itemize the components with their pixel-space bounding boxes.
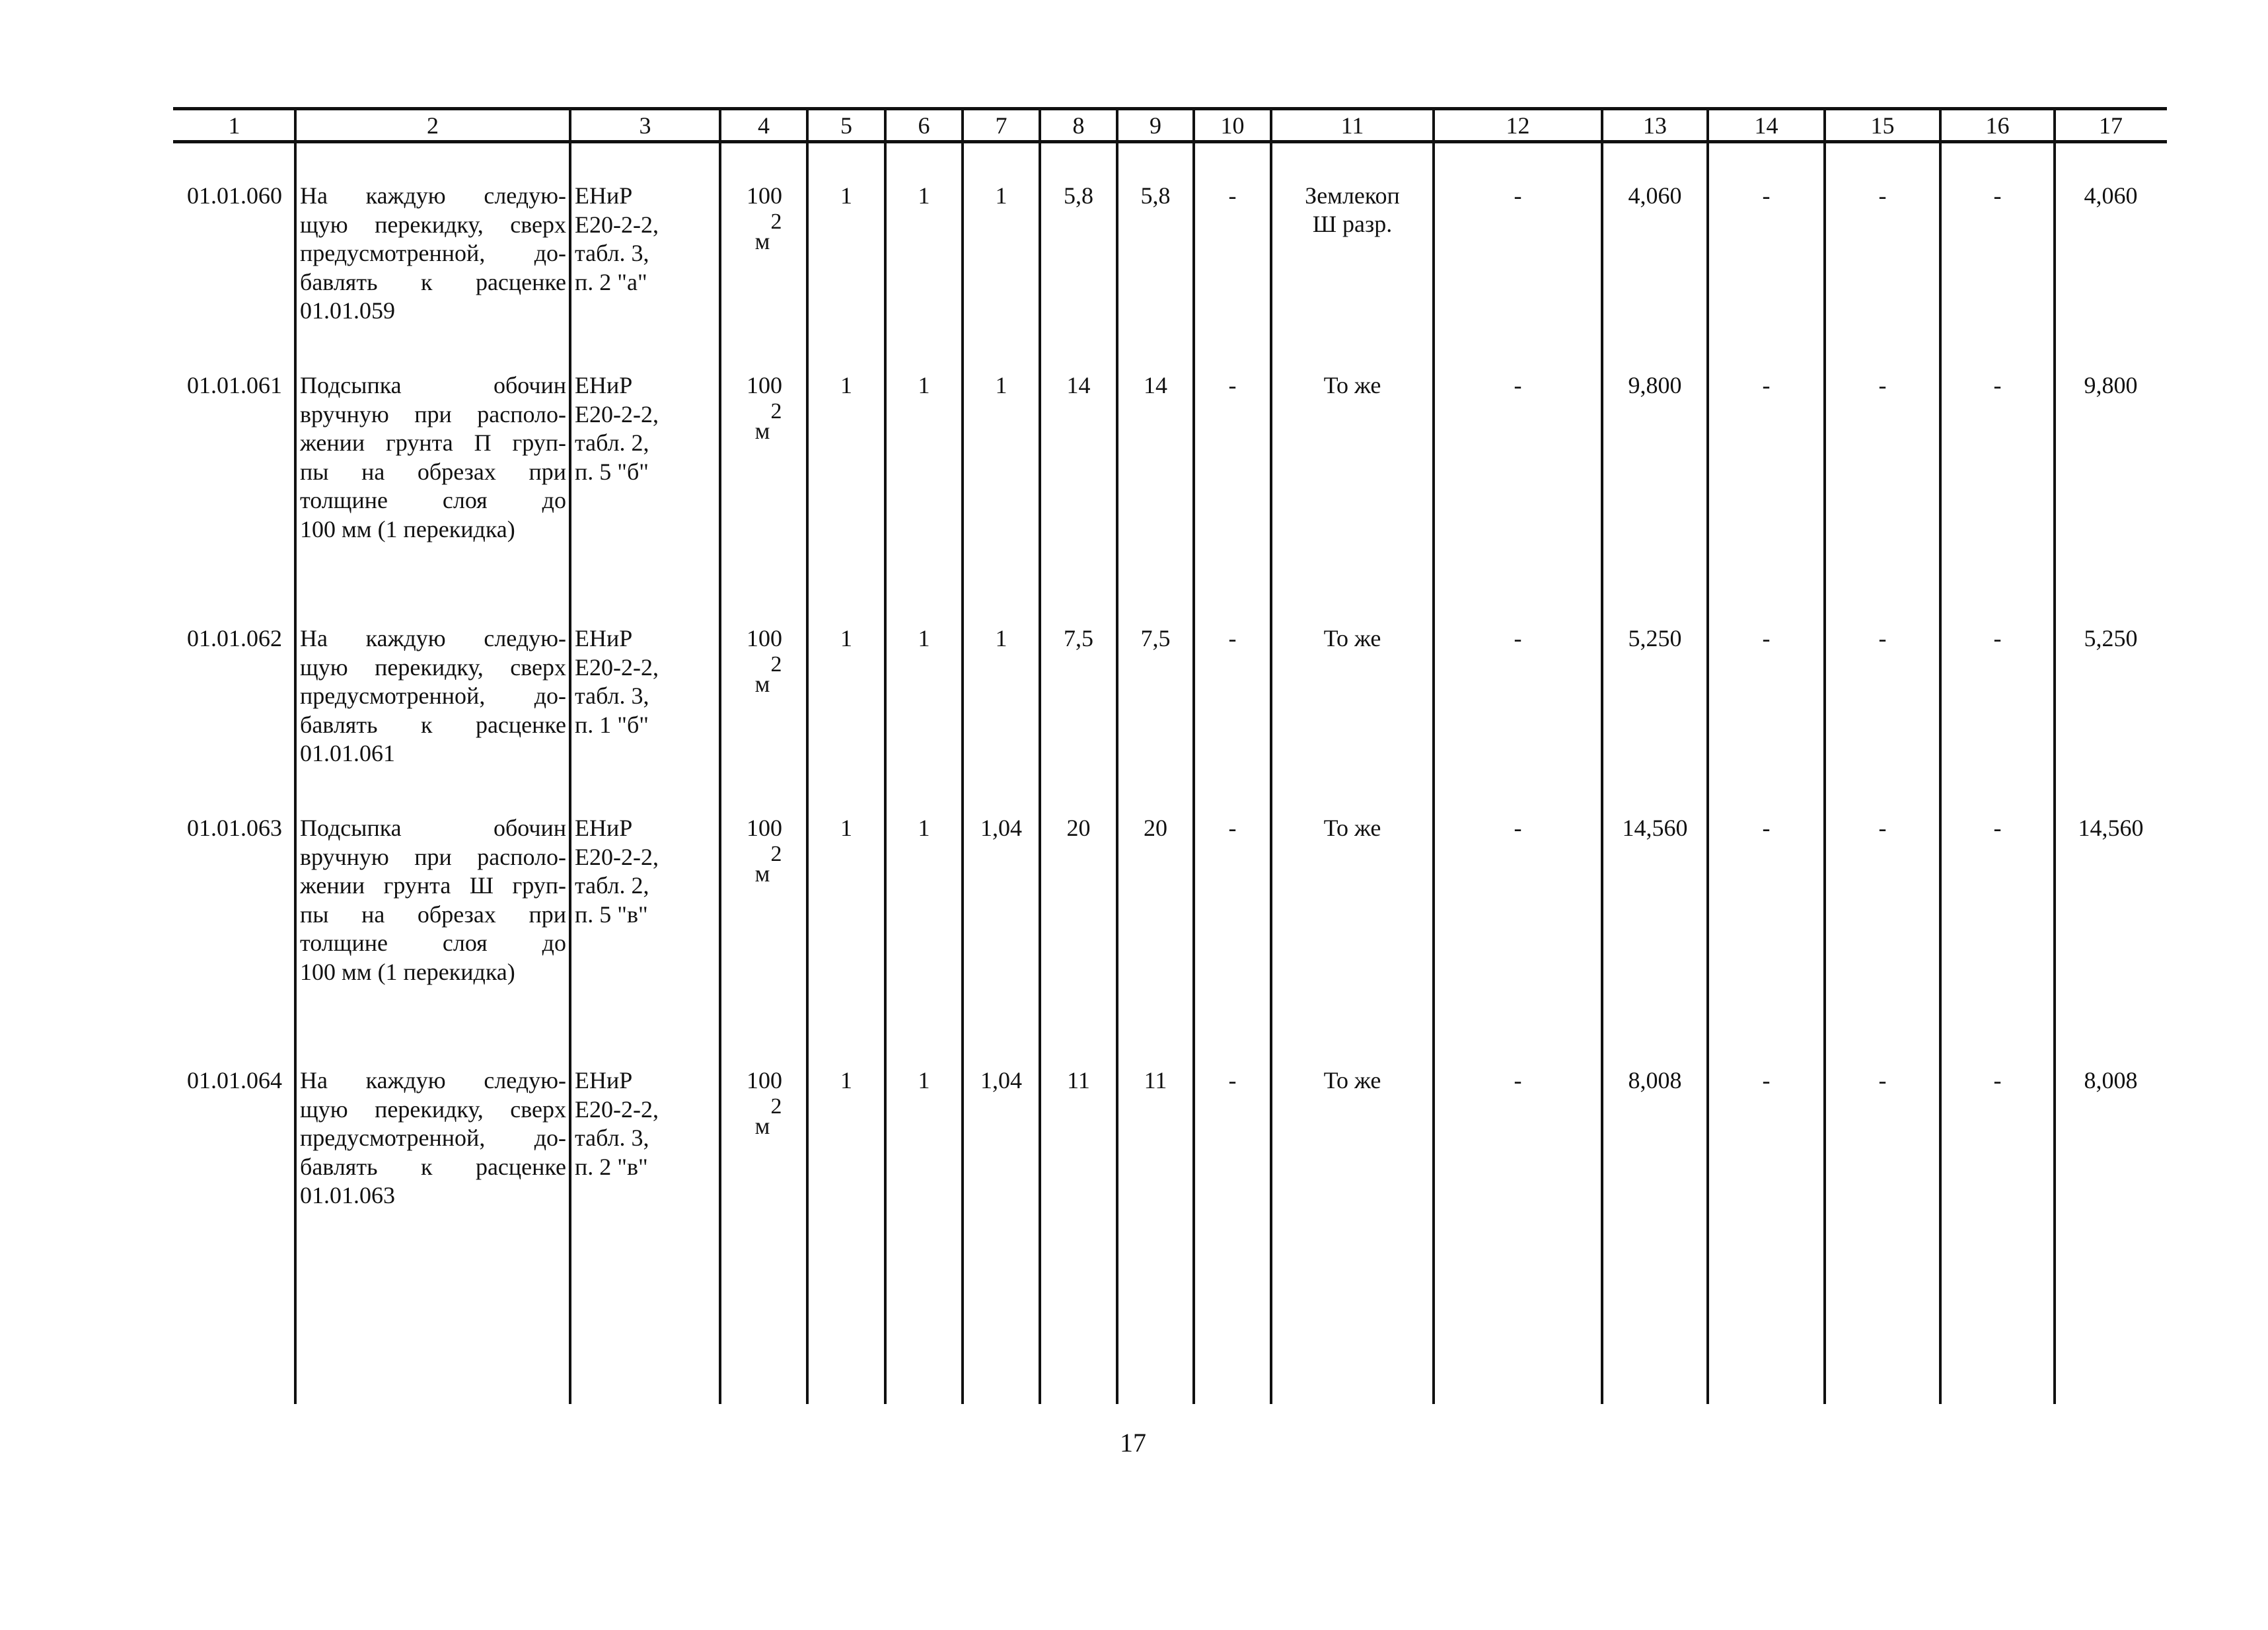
cell-col-15: - <box>1878 1067 1887 1093</box>
cell-col-7: 1,04 <box>980 1067 1022 1093</box>
cell-col-14: - <box>1762 1067 1771 1093</box>
row-reference <box>575 1066 717 1181</box>
reference-line: табл. 2, <box>575 872 649 899</box>
cell-col-13: 5,250 <box>1628 625 1682 651</box>
column-rule <box>1823 109 1826 1404</box>
reference-line: табл. 3, <box>575 240 649 266</box>
reference-line: п. 5 "б" <box>575 458 649 485</box>
column-rule <box>961 109 964 1404</box>
column-header: 8 <box>1072 112 1085 139</box>
description-line: пы на обрезах при <box>300 901 566 928</box>
column-header: 17 <box>2099 112 2123 139</box>
row-reference <box>575 371 717 486</box>
unit-symbol: м <box>754 228 770 254</box>
column-rule <box>1192 109 1195 1404</box>
column-header: 12 <box>1506 112 1530 139</box>
reference-line: Е20-2-2, <box>575 400 659 427</box>
description-line: толщине слоя до <box>300 487 566 513</box>
cell-col-12: - <box>1514 1067 1522 1093</box>
unit-value: 100 <box>747 372 782 398</box>
cell-col-9: 20 <box>1144 815 1167 841</box>
description-line: вручную при располо- <box>300 843 566 870</box>
description-line: 100 мм (1 перекидка) <box>300 958 515 985</box>
cell-col-13: 14,560 <box>1622 815 1688 841</box>
cell-col-10: - <box>1228 625 1237 651</box>
unit-symbol: м <box>754 418 770 444</box>
row-reference <box>575 624 717 739</box>
description-line: 100 мм (1 перекидка) <box>300 515 515 542</box>
reference-line: табл. 2, <box>575 429 649 456</box>
column-rule <box>1116 109 1118 1404</box>
cell-col-15: - <box>1878 815 1887 841</box>
description-line: пы на обрезах при <box>300 458 566 485</box>
column-header: 13 <box>1643 112 1667 139</box>
cell-col-14: - <box>1762 815 1771 841</box>
unit-value: 100 <box>747 625 782 651</box>
column-header: 2 <box>427 112 439 139</box>
row-unit <box>721 624 807 697</box>
cell-col-8: 20 <box>1066 815 1091 841</box>
description-line: предусмотренной, до- <box>300 683 566 709</box>
column-rule <box>569 109 571 1404</box>
worker-line: То же <box>1323 372 1381 398</box>
description-line: вручную при располо- <box>300 400 566 427</box>
description-line: бавлять к расценке <box>300 711 566 738</box>
description-line: 01.01.061 <box>300 740 395 766</box>
unit-exponent: 2 <box>770 209 782 234</box>
cell-col-14: - <box>1762 182 1771 209</box>
cell-col-14: - <box>1762 625 1771 651</box>
cell-col-16: - <box>1993 1067 2002 1093</box>
cell-col-16: - <box>1993 182 2002 209</box>
reference-line: табл. 3, <box>575 1125 649 1151</box>
cell-col-5: 1 <box>840 625 852 651</box>
row-unit <box>721 814 807 887</box>
reference-line: п. 5 "в" <box>575 901 648 928</box>
column-rule <box>1432 109 1435 1404</box>
description-line: На каждую следую- <box>300 182 566 209</box>
description-line: Подсыпка обочин <box>300 372 566 398</box>
cell-col-7: 1 <box>995 372 1007 398</box>
cell-col-13: 9,800 <box>1628 372 1682 398</box>
unit-symbol: м <box>754 671 770 697</box>
column-header: 6 <box>918 112 930 139</box>
row-reference <box>575 814 717 929</box>
column-rule <box>1601 109 1603 1404</box>
worker-line: То же <box>1323 625 1381 651</box>
cell-col-14: - <box>1762 372 1771 398</box>
description-line: предусмотренной, до- <box>300 1125 566 1151</box>
cell-col-6: 1 <box>918 815 930 841</box>
row-description <box>300 1066 566 1210</box>
unit-value: 100 <box>747 815 782 841</box>
column-rule <box>294 109 297 1404</box>
column-rule <box>1039 109 1041 1404</box>
cell-col-17: 4,060 <box>2084 182 2138 209</box>
description-line: толщине слоя до <box>300 930 566 956</box>
cell-col-5: 1 <box>840 372 852 398</box>
reference-line: п. 2 "а" <box>575 268 647 295</box>
cell-col-10: - <box>1228 1067 1237 1093</box>
cell-col-12: - <box>1514 625 1522 651</box>
cell-col-12: - <box>1514 182 1522 209</box>
column-rule <box>1939 109 1942 1404</box>
cell-col-10: - <box>1228 815 1237 841</box>
column-rule <box>884 109 887 1404</box>
cell-col-9: 14 <box>1144 372 1167 398</box>
cell-col-17: 14,560 <box>2078 815 2144 841</box>
column-header: 7 <box>995 112 1007 139</box>
cell-col-9: 5,8 <box>1140 182 1171 209</box>
cell-col-10: - <box>1228 182 1237 209</box>
cell-col-5: 1 <box>840 182 852 209</box>
reference-line: ЕНиР <box>575 1067 633 1093</box>
reference-line: п. 2 "в" <box>575 1153 648 1180</box>
reference-line: ЕНиР <box>575 625 633 651</box>
column-header: 16 <box>1985 112 2010 139</box>
cell-col-17: 5,250 <box>2084 625 2138 651</box>
unit-exponent: 2 <box>770 652 782 677</box>
row-code: 01.01.064 <box>187 1067 282 1093</box>
cell-col-5: 1 <box>840 1067 852 1093</box>
column-header: 4 <box>758 112 770 139</box>
reference-line: ЕНиР <box>575 372 633 398</box>
description-line: бавлять к расценке <box>300 268 566 295</box>
cell-col-7: 1 <box>995 625 1007 651</box>
row-unit <box>721 182 807 254</box>
cell-col-13: 4,060 <box>1628 182 1682 209</box>
column-header: 11 <box>1340 112 1364 139</box>
column-rule <box>2053 109 2056 1404</box>
reference-line: ЕНиР <box>575 182 633 209</box>
row-description <box>300 371 566 544</box>
row-reference <box>575 182 717 297</box>
reference-line: Е20-2-2, <box>575 211 659 238</box>
cell-col-9: 11 <box>1144 1067 1167 1093</box>
description-line: жении грунта Ш груп- <box>300 872 566 899</box>
reference-line: табл. 3, <box>575 683 649 709</box>
cell-col-5: 1 <box>840 815 852 841</box>
cell-col-8: 7,5 <box>1064 625 1093 651</box>
column-header: 5 <box>840 112 852 139</box>
column-header: 15 <box>1870 112 1895 139</box>
cell-col-15: - <box>1878 182 1887 209</box>
cell-col-7: 1,04 <box>980 815 1022 841</box>
cell-col-8: 14 <box>1066 372 1091 398</box>
cell-col-12: - <box>1514 815 1522 841</box>
unit-exponent: 2 <box>770 842 782 866</box>
row-code: 01.01.063 <box>187 815 282 841</box>
description-line: Подсыпка обочин <box>300 815 566 841</box>
cell-col-15: - <box>1878 372 1887 398</box>
row-description <box>300 624 566 768</box>
header-bottom-rule <box>173 140 2167 143</box>
row-worker <box>1271 814 1434 842</box>
cell-col-17: 8,008 <box>2084 1067 2138 1093</box>
row-code: 01.01.062 <box>187 625 282 651</box>
cell-col-16: - <box>1993 815 2002 841</box>
page-number: 17 <box>1120 1428 1146 1458</box>
row-code: 01.01.060 <box>187 182 282 209</box>
unit-value: 100 <box>747 182 782 209</box>
reference-line: Е20-2-2, <box>575 843 659 870</box>
cell-col-6: 1 <box>918 1067 930 1093</box>
column-header: 3 <box>639 112 651 139</box>
worker-line: Ш разр. <box>1312 211 1393 237</box>
cell-col-6: 1 <box>918 372 930 398</box>
column-header: 10 <box>1220 112 1245 139</box>
cell-col-17: 9,800 <box>2084 372 2138 398</box>
row-worker <box>1271 371 1434 400</box>
description-line: 01.01.063 <box>300 1182 395 1208</box>
reference-line: Е20-2-2, <box>575 1095 659 1123</box>
column-rule <box>719 109 721 1404</box>
column-header: 1 <box>228 112 240 139</box>
reference-line: ЕНиР <box>575 815 633 841</box>
cell-col-16: - <box>1993 372 2002 398</box>
row-description <box>300 182 566 326</box>
description-line: предусмотренной, до- <box>300 240 566 266</box>
unit-symbol: м <box>754 1113 770 1139</box>
description-line: На каждую следую- <box>300 1067 566 1093</box>
column-header: 9 <box>1150 112 1161 139</box>
column-header: 14 <box>1754 112 1778 139</box>
cell-col-6: 1 <box>918 182 930 209</box>
description-line: щую перекидку, сверх <box>300 653 566 681</box>
unit-exponent: 2 <box>770 399 782 424</box>
description-line: щую перекидку, сверх <box>300 211 566 238</box>
description-line: жении грунта П груп- <box>300 429 566 456</box>
description-line: щую перекидку, сверх <box>300 1095 566 1123</box>
reference-line: п. 1 "б" <box>575 711 649 738</box>
cell-col-16: - <box>1993 625 2002 651</box>
unit-exponent: 2 <box>770 1094 782 1119</box>
row-worker <box>1271 624 1434 653</box>
worker-line: То же <box>1323 815 1381 841</box>
row-worker <box>1271 1066 1434 1095</box>
description-line: На каждую следую- <box>300 625 566 651</box>
unit-symbol: м <box>754 860 770 887</box>
cell-col-15: - <box>1878 625 1887 651</box>
cell-col-10: - <box>1228 372 1237 398</box>
row-worker <box>1271 182 1434 239</box>
row-unit <box>721 371 807 444</box>
column-rule <box>1706 109 1709 1404</box>
worker-line: То же <box>1323 1067 1381 1093</box>
table-top-rule <box>173 107 2167 110</box>
row-code: 01.01.061 <box>187 372 282 398</box>
reference-line: Е20-2-2, <box>575 653 659 681</box>
worker-line: Землекоп <box>1305 182 1400 209</box>
cell-col-13: 8,008 <box>1628 1067 1682 1093</box>
cell-col-12: - <box>1514 372 1522 398</box>
row-unit <box>721 1066 807 1139</box>
column-rule <box>1270 109 1272 1404</box>
unit-value: 100 <box>747 1067 782 1093</box>
cell-col-7: 1 <box>995 182 1007 209</box>
cell-col-8: 5,8 <box>1064 182 1093 209</box>
cell-col-8: 11 <box>1067 1067 1090 1093</box>
row-description <box>300 814 566 986</box>
cell-col-9: 7,5 <box>1140 625 1171 651</box>
description-line: бавлять к расценке <box>300 1153 566 1180</box>
description-line: 01.01.059 <box>300 297 395 324</box>
column-rule <box>806 109 809 1404</box>
cell-col-6: 1 <box>918 625 930 651</box>
